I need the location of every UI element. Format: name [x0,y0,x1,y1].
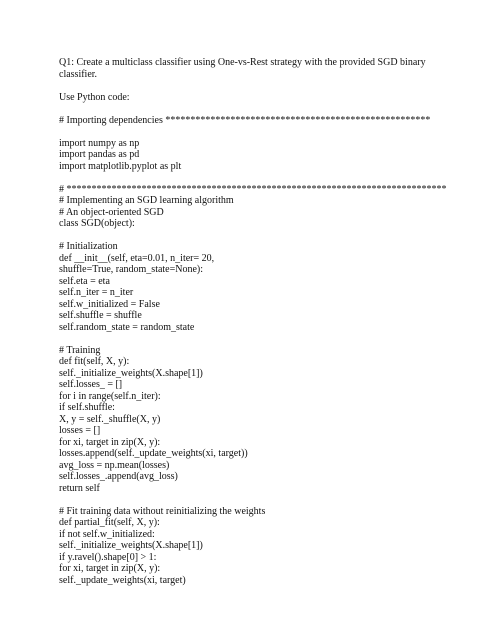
code-line: for i in range(self.n_iter): [59,390,161,402]
code-line: losses.append(self._update_weights(xi, target)) [59,448,248,459]
code-line: # Initialization [59,241,118,252]
spacer [59,172,459,184]
spacer [59,333,459,345]
code-line: self.shuffle = shuffle [59,310,142,321]
code-line: self.losses_.append(avg_loss) [59,471,178,482]
code-line: self.w_initialized = False [59,298,160,310]
document-body [59,57,459,586]
code-line: self.losses_ = [] [59,379,123,390]
code-line: X, y = self._shuffle(X, y) [59,413,161,425]
code-line: self.eta = eta [59,275,110,287]
code-line: # Importing dependencies ***************************************************** [59,114,431,126]
code-line: def fit(self, X, y): [59,356,130,367]
code-line: class SGD(object): [59,218,135,229]
code-line: def __init__(self, eta=0.01, n_iter= 20, [59,252,215,264]
code-line: self.random_state = random_state [59,321,195,333]
spacer [59,103,459,115]
code-line: if self.shuffle: [59,402,115,413]
code-line: for xi, target in zip(X, y): [59,436,161,448]
code-line: self._initialize_weights(X.shape[1]) [59,540,203,551]
code-line: if not self.w_initialized: [59,528,155,540]
question-text: Q1: Create a multiclass classifier using One-vs-Rest strategy with the provided SGD binary classifier. [59,57,426,80]
code-line: if y.ravel().shape[0] > 1: [59,551,157,563]
code-line: import matplotlib.pyplot as plt [59,160,182,172]
code-line: losses = [] [59,425,101,436]
code-line: # An object-oriented SGD [59,206,164,218]
code-line: self._initialize_weights(X.shape[1]) [59,367,203,379]
code-line: import pandas as pd [59,149,140,160]
code-line: return self [59,482,100,494]
code-listing [59,115,459,587]
instruction-text: Use Python code: [59,91,130,103]
code-line: # Training [59,344,101,356]
code-line: for xi, target in zip(X, y): [59,563,161,574]
code-line: # Fit training data without reinitializing the weights [59,505,266,517]
code-line: def partial_fit(self, X, y): [59,517,160,528]
code-line: self.n_iter = n_iter [59,287,134,298]
code-line: avg_loss = np.mean(losses) [59,459,170,471]
code-line: import numpy as np [59,137,140,149]
code-line: # **************************************************************************** [59,183,447,195]
spacer [59,80,459,92]
spacer [59,126,459,138]
spacer [59,230,459,242]
code-line: shuffle=True, random_state=None): [59,264,204,275]
code-line: self._update_weights(xi, target) [59,574,186,586]
code-line: # Implementing an SGD learning algorithm [59,195,234,206]
spacer [59,494,459,506]
